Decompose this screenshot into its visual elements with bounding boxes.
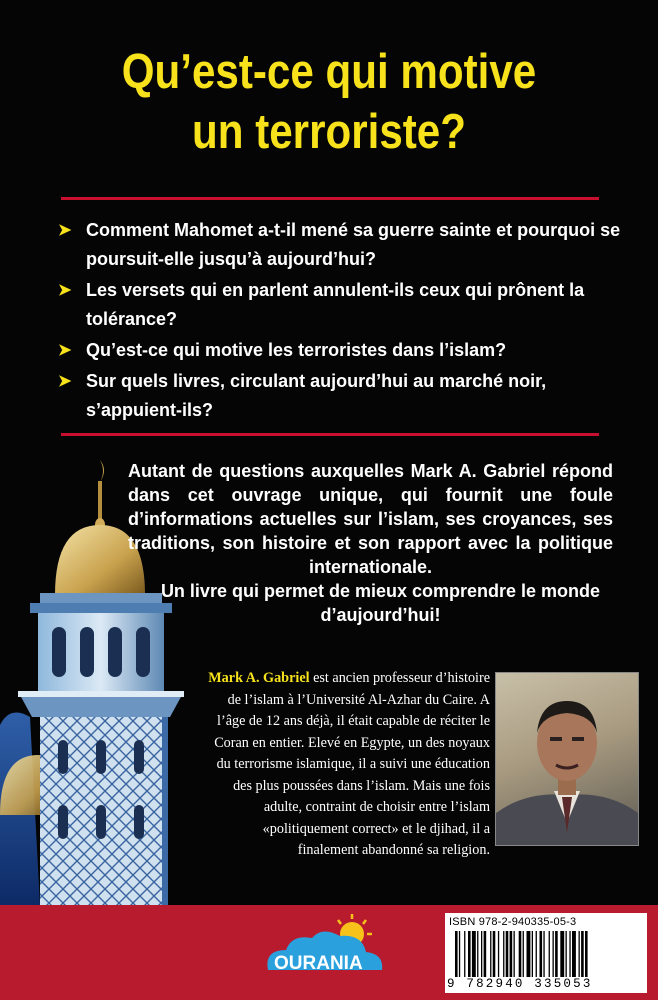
isbn-label: ISBN 978-2-940335-05-3 (449, 916, 577, 928)
question-item: ➤ Les versets qui en parlent annulent-ils ceux qui prônent la tolérance? (58, 276, 638, 334)
top-divider (61, 197, 599, 200)
barcode-number: 9 782940 335053 (447, 977, 593, 991)
cover-title (46, 42, 612, 162)
question-item: ➤ Comment Mahomet a-t-il mené sa guerre sainte et pourquoi se poursuit-elle jusqu’à aujourd’hui? (58, 216, 638, 274)
logo-text: OURANIA (274, 953, 363, 974)
author-photo (495, 672, 639, 846)
title-line-1: Qu’est-ce qui motive (121, 45, 537, 99)
middle-divider (61, 433, 599, 436)
arrow-bullet-icon: ➤ (58, 373, 72, 390)
barcode-bars (449, 931, 643, 977)
author-bio (205, 668, 490, 862)
arrow-bullet-icon: ➤ (58, 222, 72, 239)
barcode-panel (445, 913, 647, 993)
intro-paragraph-1: Autant de questions auxquelles Mark A. Gabriel répond dans cet ouvrage unique, qui fournit une foule d’informations actuelles sur l’islam, ses croyances, ses traditions, son histoire et son rapport avec la politique internationale. (128, 461, 613, 577)
ourania-logo (262, 912, 392, 984)
author-bio-text: est ancien professeur d’histoire de l’islam à l’Université Al-Azhar du Caire. A l’âge de 12 ans déjà, il était capable de réciter le Coran en entier. Elevé en Egypte, un des noyaux du terrorisme islamique, il a suivi une éducation des plus poussées dans l’islam. Mais une fois adulte, contraint de choisir entre l’islam «politiquement correct» et le djihad, il a finalement abandonné sa religion. (214, 670, 490, 858)
author-name: Mark A. Gabriel (208, 670, 310, 686)
intro-paragraph-2: Un livre qui permet de mieux comprendre le monde d’aujourd’hui! (160, 581, 601, 625)
question-list (58, 216, 638, 427)
question-item: ➤ Sur quels livres, circulant aujourd’hui au marché noir, s’appuient-ils? (58, 367, 638, 425)
author-portrait-icon (496, 673, 638, 845)
question-item: ➤ Qu’est-ce qui motive les terroristes dans l’islam? (58, 336, 638, 365)
arrow-bullet-icon: ➤ (58, 342, 72, 359)
arrow-bullet-icon: ➤ (58, 282, 72, 299)
title-line-2: un terroriste? (192, 105, 466, 159)
intro-text (128, 459, 613, 627)
